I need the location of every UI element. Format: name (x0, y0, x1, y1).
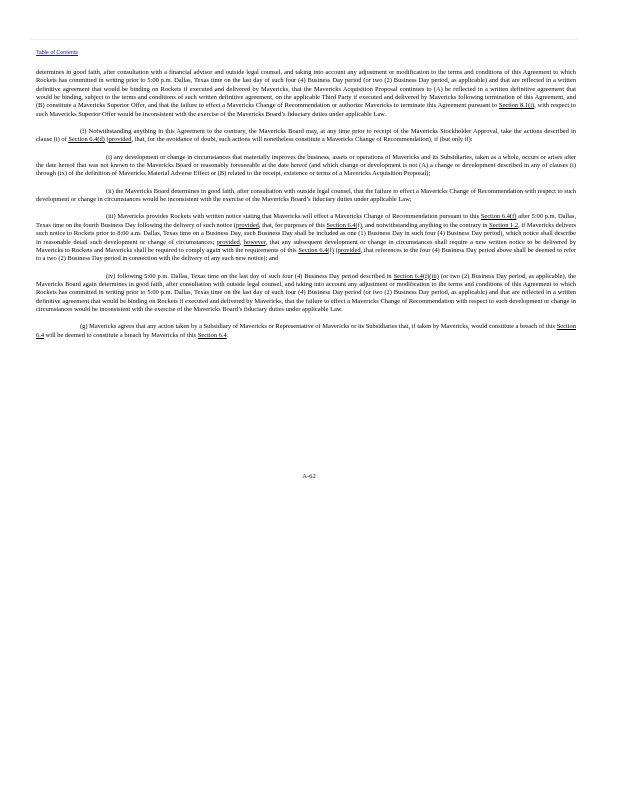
section-ref-link: Section 6.4 (36, 323, 576, 339)
paragraph-f-iv: (iv) following 5:00 p.m. Dallas, Texas time on the last day of such four (4) Business Day period described in Section 6.4(f)(iii) (or two (2) Business Day period, as applicable), the Mavericks Board again determines in good faith, after consultation with outside legal counsel, and taking into account any adjustment or modification to the terms and conditions of this Agreement to which Rockets has committed in writing prior to 5:00 p.m. Dallas, Texas time on the last day of such four (4) Business Day period (or two (2) Business Day period, as applicable) and that are reflected in a written definitive agreement that would be binding on Rockets if executed and delivered by Mavericks, that the failure to effect a Mavericks Change of Recommendation with respect to such development or change in circumstances would be inconsistent with the exercise of the Mavericks Board’s fiduciary duties under applicable Law. (36, 272, 577, 313)
paragraph-f: (f) Notwithstanding anything in this Agreement to the contrary, the Mavericks Board may, at any time prior to receipt of the Mavericks Stockholder Approval, take the actions described in clause (i) of Section 6.4(d) (provided, that, for the avoidance of doubt, such actions will nonetheless constitute a Mavericks Change of Recommendation), if (but only if): (36, 128, 576, 144)
section-ref-link: Section 6.4(f)(iii) (393, 272, 439, 280)
table-of-contents-link[interactable]: Table of Contents (36, 50, 78, 56)
page-number: A-62 (302, 473, 316, 480)
top-rule (30, 39, 578, 40)
section-ref-link: Section 8.1(i) (498, 102, 535, 110)
section-ref-link: Section 6.4(d) (68, 136, 105, 144)
section-ref-link: Section 6.4 (197, 331, 227, 339)
section-ref-link: Section 1.2 (489, 221, 519, 229)
section-ref-link: Section 6.4(f) (326, 221, 362, 229)
paragraph-f-i: (i) any development or change in circumstances that materially improves the business, assets or operations of Mavericks and its Subsidiaries, taken as a whole, occurs or arises after the date hereof that was not known to the Mavericks Board or reasonably foreseeable at the date hereof (and which change or development is not (A) a change or development described in any of clauses (i) through (ix) of the definition of Mavericks Material Adverse Effect or (B) related to the receipt, existence or terms of a Mavericks Acquisition Proposal); (36, 153, 576, 178)
document-body (36, 69, 576, 340)
section-ref-link: Section 6.4(f) (480, 213, 517, 221)
paragraph-g: (g) Mavericks agrees that any action taken by a Subsidiary of Mavericks or Representative of Mavericks or its Subsidiaries that, if taken by Mavericks, would constitute a breach of this Section 6.4 will be deemed to constitute a breach by Mavericks of this Section 6.4. (36, 323, 576, 339)
paragraph-continuation: determines in good faith, after consultation with a financial advisor and outside legal counsel, and taking into account any adjustment or modification to the terms and conditions of this Agreement to which Rockets has committed in writing prior to 5:00 p.m. Dallas, Texas time on the last day of such four (4) Business Day period (or two (2) Business Day period, as applicable) and that are reflected in a written definitive agreement that would be binding on Rockets if executed and delivered by Mavericks, that the Mavericks Acquisition Proposal continues to (A) be reflected in a written definitive agreement that would be binding, subject to the terms and conditions of such written definitive agreement, on the applicable Third Party if executed and delivered by Mavericks following termination of this Agreement, and (B) constitute a Mavericks Superior Offer, and that the failure to effect a Mavericks Change of Recommendation or authorize Mavericks to terminate this Agreement pursuant to Section 8.1(i), with respect to such Mavericks Superior Offer would be inconsistent with the exercise of the Mavericks Board’s fiduciary duties under applicable Law. (36, 69, 576, 118)
section-ref-link: Section 6.4(f) (298, 246, 334, 254)
paragraph-f-ii: (ii) the Mavericks Board determines in good faith, after consultation with outside legal counsel, that the failure to effect a Mavericks Change of Recommendation with respect to such development or change in circumstances would be inconsistent with the exercise of the Mavericks Board’s fiduciary duties under applicable Law; (36, 187, 576, 204)
paragraph-f-iii: (iii) Mavericks provides Rockets with written notice stating that Mavericks will effect a Mavericks Change of Recommendation pursuant to this Section 6.4(f) after 5:00 p.m. Dallas, Texas time on the fourth Business Day following the delivery of such notice (provided, that, for purposes of this Section 6.4(f), and notwithstanding anything to the contrary in Section 1.2, if Mavericks delivers such notice to Rockets prior to 8:00 a.m. Dallas, Texas time on a Business Day, such Business Day shall be included as one (1) Business Day in such four (4) Business Day period), which notice shall describe in reasonable detail such development or change of circumstances; provided, however, that any subsequent development or change in circumstances shall require a new written notice to be delivered by Mavericks to Rockets and Mavericks shall be required to comply again with the requirements of this Section 6.4(f) (provided, that references to the four (4) Business Day period above shall be deemed to refer to a two (2) Business Day period in connection with the delivery of any such new notice); and (36, 213, 577, 263)
